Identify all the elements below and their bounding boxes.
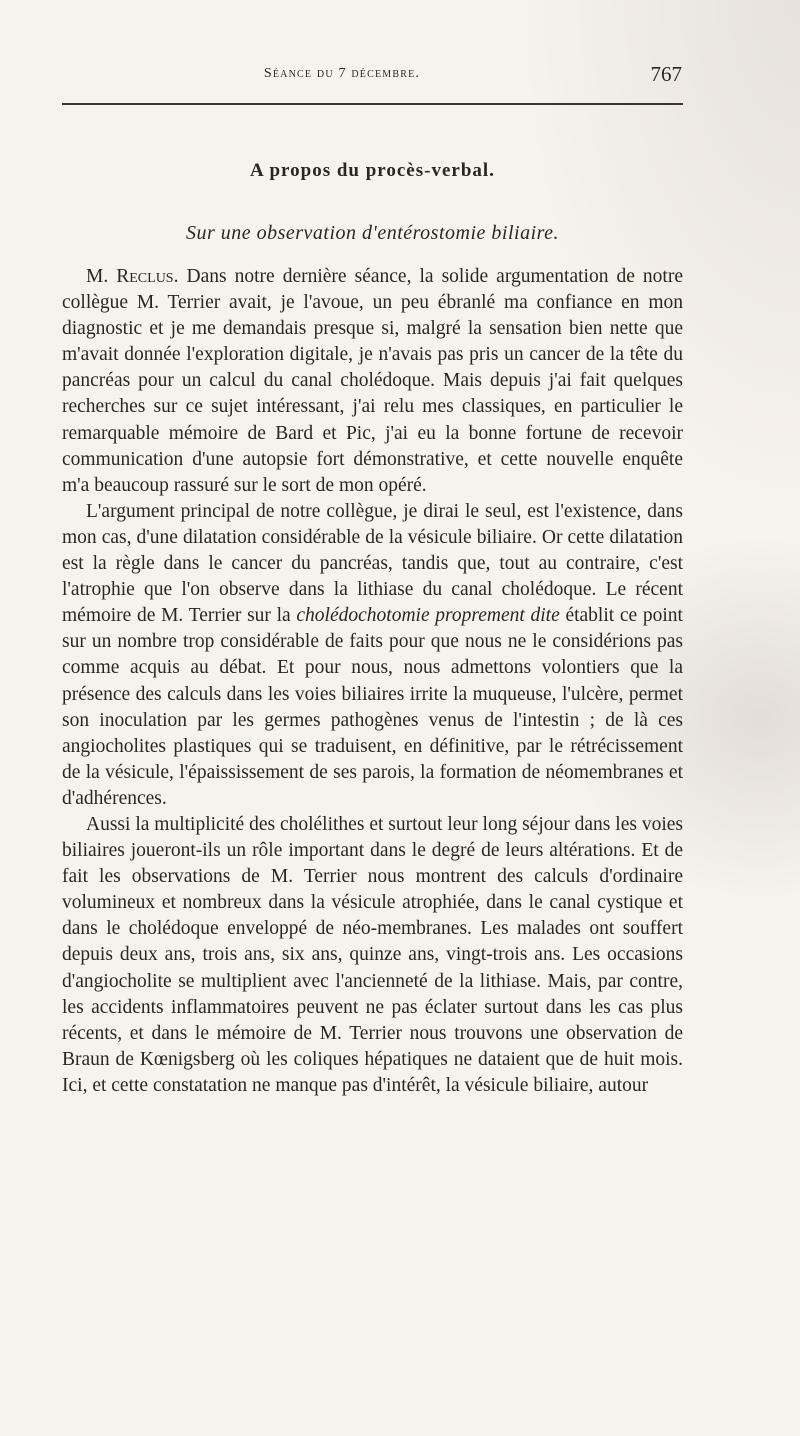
paragraph-1 [62, 264, 683, 499]
paragraph-2-italic-term: cholédochotomie proprement dite [296, 605, 560, 627]
running-header [62, 62, 682, 102]
paragraph-1-text: Dans notre dernière séance, la solide argumentation de notre collègue M. Terrier avait, je l'avoue, un peu ébranlé ma confiance en mon diagnostic et je me demandais presque si, malgré la sensation bien nette que m'avait donnée l'exploration digitale, je n'avais pas pris un cancer de la tête du pancréas pour un calcul du canal cholédoque. Mais depuis j'ai fait quelques recherches sur ce sujet intéressant, j'ai relu mes classiques, en particulier le remarquable mémoire de Bard et Pic, j'ai eu la bonne fortune de recevoir communication d'une autopsie fort démonstrative, et cette nouvelle enquête m'a beaucoup rassuré sur le sort de mon opéré. [62, 266, 683, 496]
paragraph-3-text: Aussi la multiplicité des cholélithes et surtout leur long séjour dans les voies biliaires joueront-ils un rôle important dans le degré de leurs altérations. Et de fait les observations de M. Terrier nous montrent des calculs d'ordinaire volumineux et nombreux dans la vésicule atrophiée, dans le canal cystique et dans le cholédoque enveloppé de néo-membranes. Les malades ont souffert depuis deux ans, trois ans, six ans, quinze ans, vingt-trois ans. Les occasions d'angiocholite se multiplient avec l'ancienneté de la lithiase. Mais, par contre, les accidents inflammatoires peuvent ne pas éclater surtout dans les cas plus récents, et dans le mémoire de M. Terrier nous trouvons une observation de Braun de Kœnigsberg où les coliques hépatiques ne dataient que de huit mois. Ici, et cette constatation ne manque pas d'intérêt, la vésicule biliaire, autour [62, 813, 683, 1096]
section-title: A propos du procès-verbal. [250, 160, 495, 181]
paragraph-2-text-before: L'argument principal de notre collègue, je dirai le seul, est l'existence, dans mon cas, d'une dilatation considérable de la vésicule biliaire. Or cette dilatation est la règle dans le cancer du pancréas, tandis que, tout au contraire, c'est l'atrophie que l'on observe dans la lithiase du canal cholédoque. Le récent mémoire de M. Terrier sur la [62, 500, 683, 627]
running-title: Séance du 7 décembre. [263, 66, 421, 81]
paragraph-2-text-after: établit ce point sur un nombre trop considérable de faits pour que nous ne le considérions pas comme acquis au débat. Et pour nous, nous admettons volontiers que la présence des calculs dans les voies biliaires irrite la muqueuse, l'ulcère, permet son inoculation par les germes pathogènes venus de l'intestin ; de là ces angiocholites plastiques qui se traduisent, en définitive, par le rétrécissement de la vésicule, l'épaississement de ses parois, la formation de néomembranes et d'adhérences. [62, 605, 683, 809]
header-rule [62, 103, 683, 105]
paragraph-3 [62, 812, 683, 1099]
speaker-name: M. Reclus. [86, 266, 179, 287]
page-number: 767 [650, 62, 682, 86]
paragraph-2 [62, 499, 683, 812]
body-text [62, 264, 683, 1099]
article-subtitle: Sur une observation d'entérostomie biliaire. [185, 222, 560, 244]
